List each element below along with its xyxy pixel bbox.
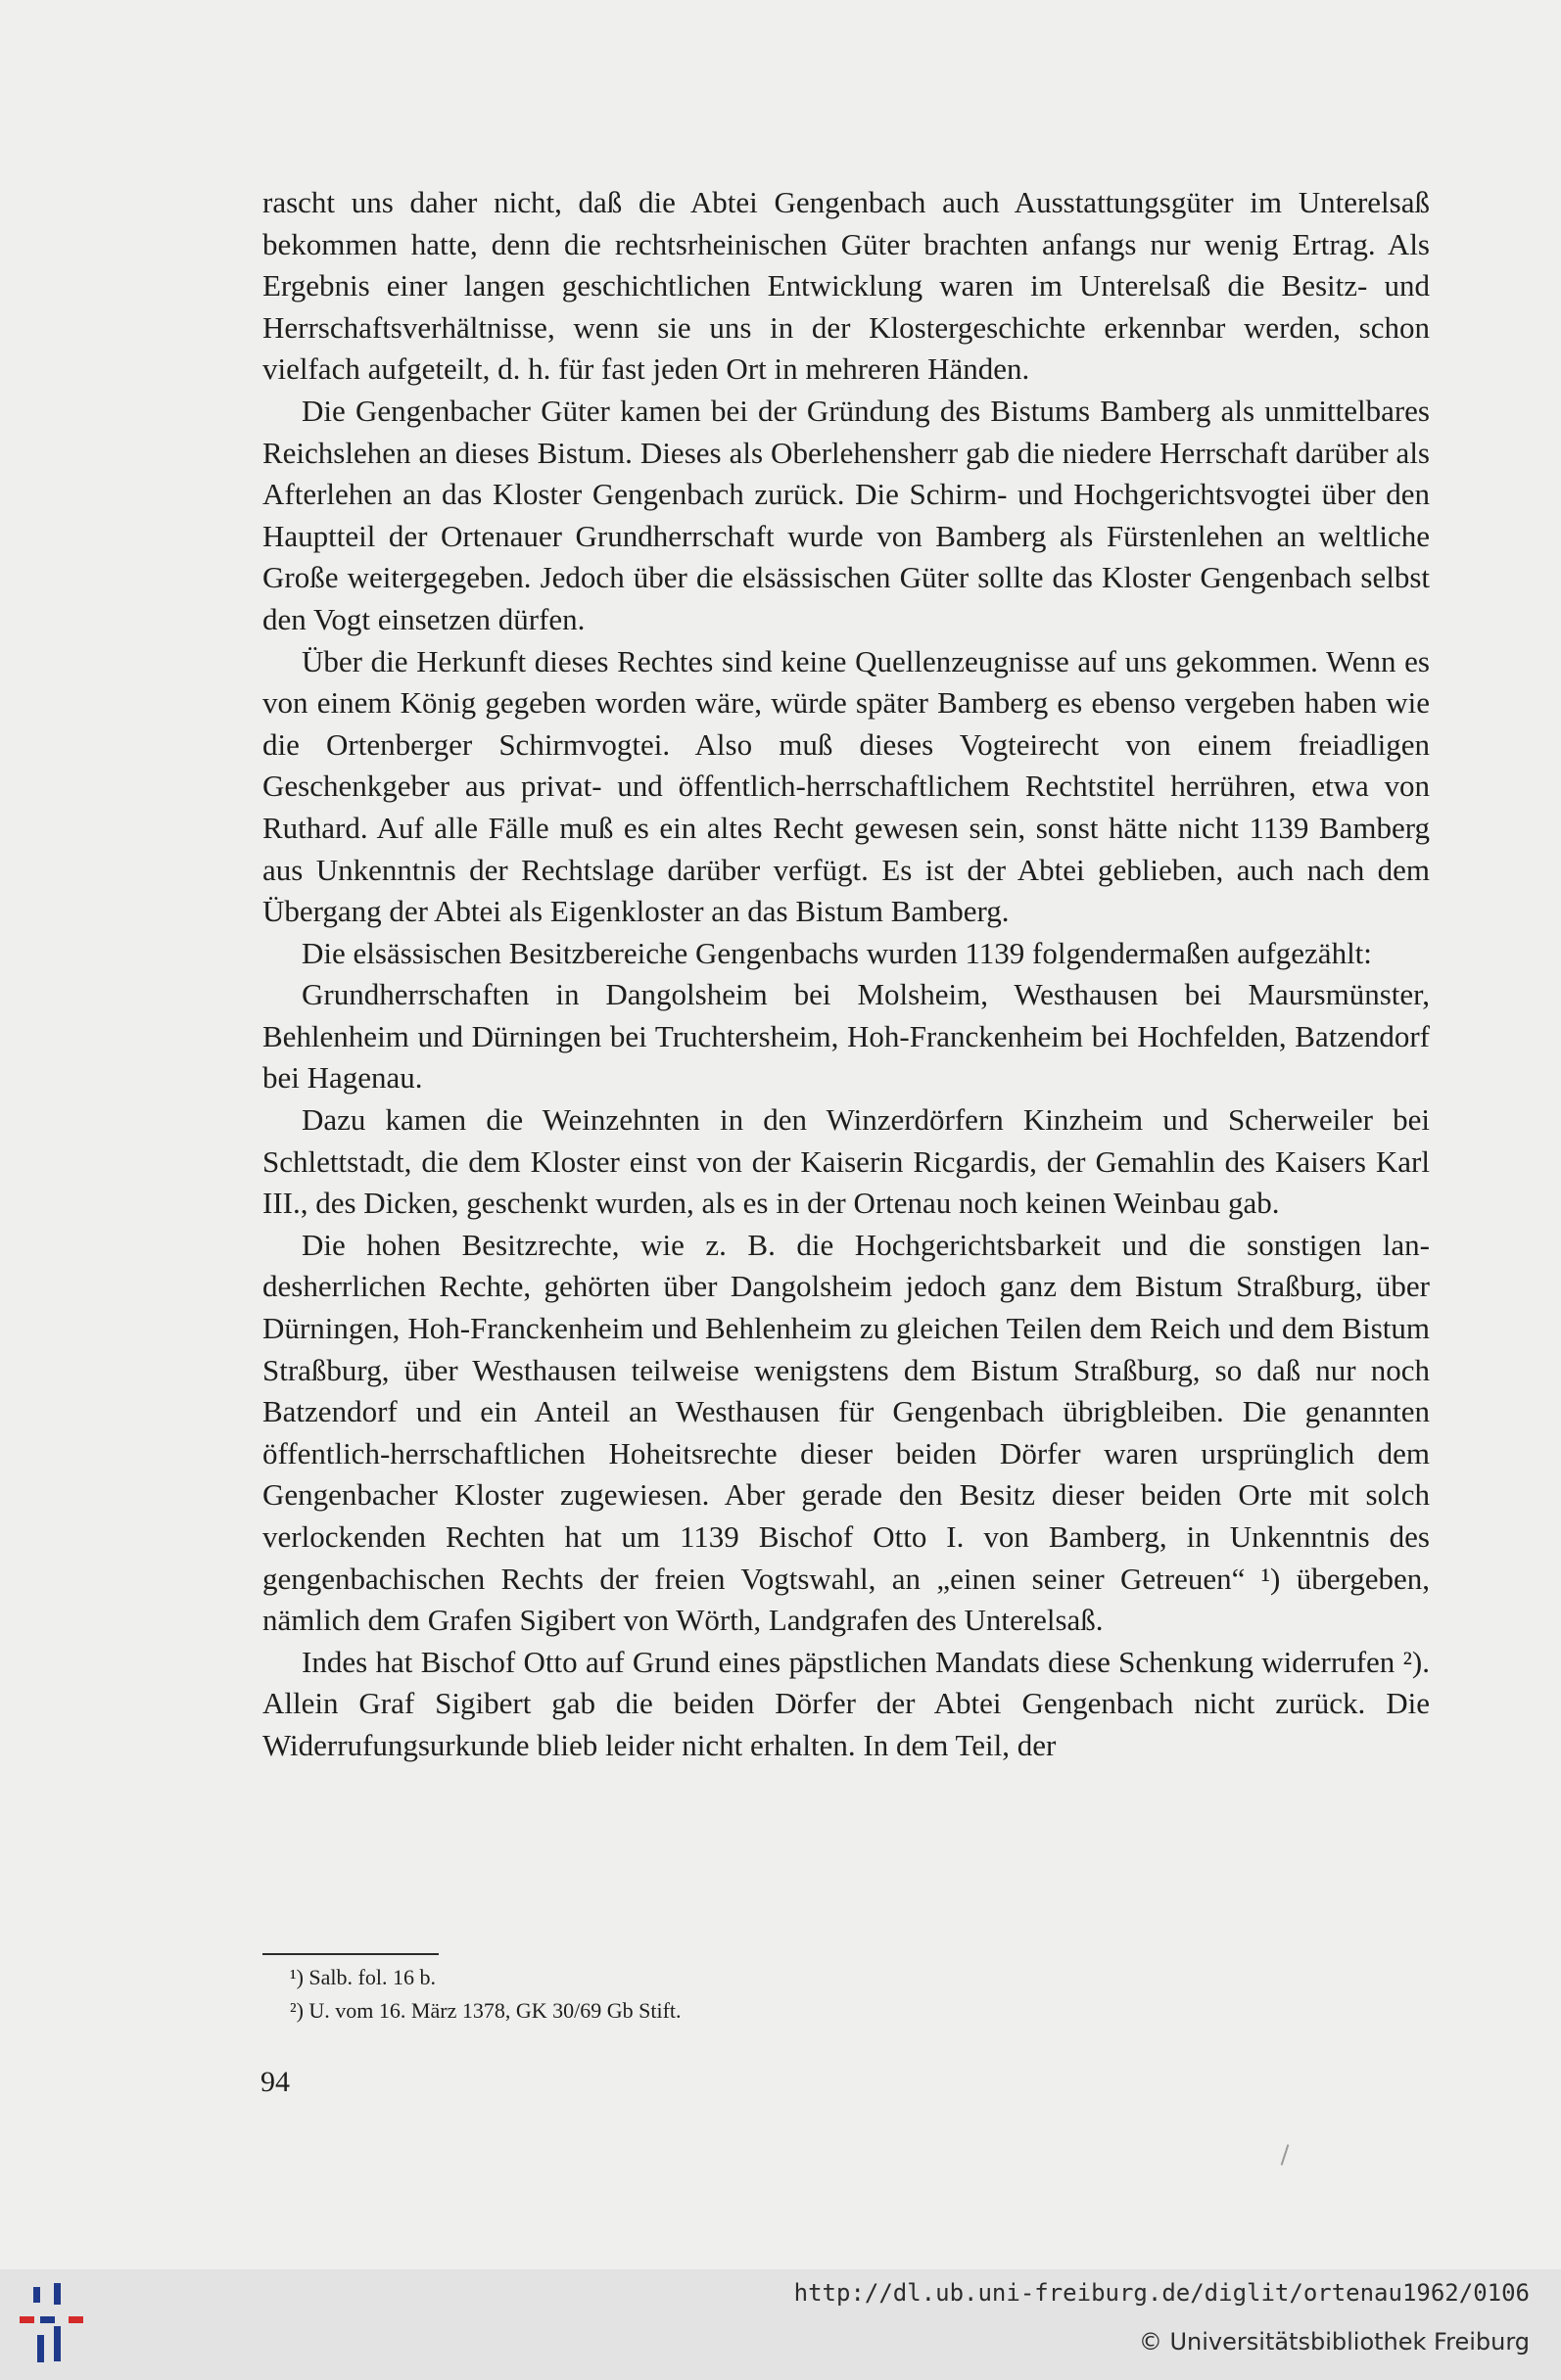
scan-artifact	[1281, 2144, 1290, 2166]
paragraph-8: Indes hat Bischof Otto auf Grund eines päpstlichen Mandats diese Schenkung widerrufen ²). Allein Graf Sigibert gab die beiden Dörfer der Abtei Gengenbach nicht zurück. Die Widerrufungsurkunde blieb leider nicht erhalten. In dem Teil, der	[262, 1644, 1430, 1762]
footnotes	[290, 1961, 1171, 2028]
paragraph-6: Dazu kamen die Weinzehnten in den Winzerdörfern Kinzheim und Scherweiler bei Schlettstadt, die dem Kloster einst von der Kaiserin Ricgardis, der Gemahlin des Kaisers Karl III., des Dicken, geschenkt wurden, als es in der Ortenau noch keinen Weinbau gab.	[262, 1102, 1430, 1221]
paragraph-1: rascht uns daher nicht, daß die Abtei Gengenbach auch Ausstattungsgüter im Unterelsaß bekommen hatte, denn die rechtsrheinischen Güter brachten anfangs nur wenig Ertrag. Als Ergebnis einer langen geschichtlichen Entwicklung waren im Unterelsaß die Besitz- und Herrschaftsverhältnisse, wenn sie uns in der Klostergeschichte erkennbar werden, schon vielfach aufgeteilt, d. h. für fast jeden Ort in mehreren Händen.	[262, 185, 1430, 387]
footnote-1: ¹) Salb. fol. 16 b.	[290, 1965, 436, 1989]
paragraph-4: Die elsässischen Besitzbereiche Gengenbachs wurden 1139 folgendermaßen aufgezählt:	[302, 935, 1372, 970]
paragraph-2: Die Gengenbacher Güter kamen bei der Gründung des Bistums Bamberg als unmittelbares Reichslehen an dieses Bistum. Dieses als Oberlehensherr gab die niedere Herrschaft darüber als Afterlehen an das Kloster Gengenbach zurück. Die Schirm- und Hochgerichtsvogtei über den Hauptteil der Ortenauer Grundherrschaft wurde von Bamberg als Fürstenlehen an weltliche Große weitergegeben. Jedoch über die elsässischen Güter sollte das Kloster Gengenbach selbst den Vogt einsetzen dürfen.	[262, 393, 1430, 636]
paragraph-3: Über die Herkunft dieses Rechtes sind keine Quellenzeugnisse auf uns gekommen. Wenn es von einem König gegeben worden wäre, würde später Bamberg es ebenso vergeben haben wie die Ortenberger Schirmvogtei. Also muß dieses Vogteirecht von einem freiadligen Geschenkgeber aus privat- und öffentlich-herrschaftlichem Rechtstitel herrühren, etwa von Ruthard. Auf alle Fälle muß es ein altes Recht gewesen sein, sonst hätte nicht 1139 Bamberg aus Unkenntnis der Rechtslage darüber verfügt. Es ist der Abtei geblieben, auch nach dem Übergang der Abtei als Eigenkloster an das Bistum Bamberg.	[262, 643, 1430, 929]
paragraph-7: Die hohen Besitzrechte, wie z. B. die Hochgerichtsbarkeit und die sonstigen landesherrlichen Rechte, gehörten über Dangolsheim jedoch ganz dem Bistum Straßburg, über Dürningen, Hoh-Franckenheim und Behlenheim zu gleichen Teilen dem Reich und dem Bistum Straßburg, über Westhausen teilweise wenigstens dem Bistum Straßburg, so daß nur noch Batzendorf und ein Anteil an Westhausen für Gengenbach übrigbleiben. Die genannten öffentlich-herrschaftlichen Hoheitsrechte dieser beiden Dörfer waren ursprünglich dem Gengenbacher Kloster zugewiesen. Aber gerade den Besitz dieser beiden Orte mit solch verlockenden Rechten hat um 1139 Bischof Otto I. von Bamberg, in Unkenntnis des gengenbachischen Rechts der freien Vogtswahl, an „einen seiner Getreuen“ ¹) übergeben, nämlich dem Grafen Sigibert von Wörth, Landgrafen des Unterelsaß.	[262, 1227, 1430, 1638]
footnote-2: ²) U. vom 16. März 1378, GK 30/69 Gb Stift.	[290, 1998, 682, 2023]
footer-url-link[interactable]: http://dl.ub.uni-freiburg.de/diglit/ortenau1962/0106	[793, 2279, 1530, 2307]
paragraph-5: Grundherrschaften in Dangolsheim bei Molsheim, Westhausen bei Maursmünster, Behlenheim und Dürningen bei Truchtersheim, Hoh-Franckenheim bei Hochfelden, Batzendorf bei Hagenau.	[262, 977, 1430, 1096]
footnote-divider	[262, 1953, 439, 1955]
page-number: 94	[260, 2066, 290, 2098]
ub-freiburg-logo-icon[interactable]	[14, 2281, 102, 2369]
footer-copyright: © Universitätsbibliothek Freiburg	[1138, 2328, 1530, 2356]
body-text	[262, 182, 1430, 1767]
